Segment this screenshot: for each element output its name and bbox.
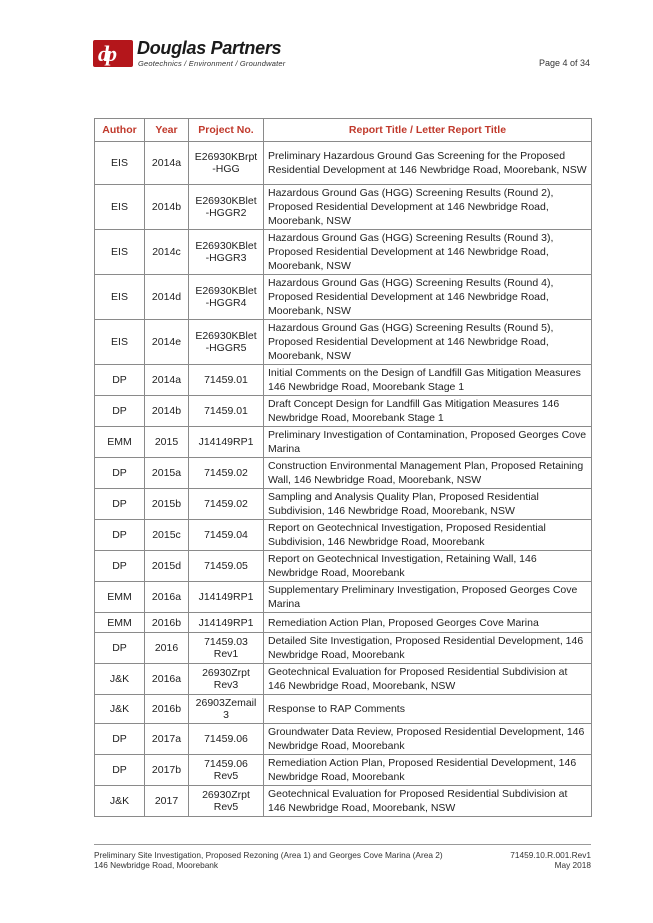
cell-author: EMM bbox=[95, 613, 145, 633]
cell-year: 2015d bbox=[145, 551, 189, 582]
column-header-title: Report Title / Letter Report Title bbox=[264, 119, 592, 142]
cell-project: J14149RP1 bbox=[189, 582, 264, 613]
cell-project: E26930KBlet -HGGR4 bbox=[189, 275, 264, 320]
table-row bbox=[95, 489, 592, 520]
cell-project: E26930KBlet -HGGR3 bbox=[189, 230, 264, 275]
page-header bbox=[93, 40, 593, 70]
table-row bbox=[95, 664, 592, 695]
footer-report-ref bbox=[510, 850, 591, 870]
cell-title: Hazardous Ground Gas (HGG) Screening Results (Round 2), Proposed Residential Development at 146 Newbridge Road, Moorebank, NSW bbox=[264, 185, 592, 230]
footer-left-line2: 146 Newbridge Road, Moorebank bbox=[94, 860, 219, 870]
table-row bbox=[95, 275, 592, 320]
table-row bbox=[95, 365, 592, 396]
table-row bbox=[95, 396, 592, 427]
cell-title: Preliminary Investigation of Contamination, Proposed Georges Cove Marina bbox=[264, 427, 592, 458]
column-header-author: Author bbox=[95, 119, 145, 142]
cell-author: EIS bbox=[95, 185, 145, 230]
table-row bbox=[95, 582, 592, 613]
table-row bbox=[95, 142, 592, 185]
douglas-partners-logo-icon: dp bbox=[93, 40, 133, 67]
cell-year: 2016b bbox=[145, 695, 189, 724]
cell-author: J&K bbox=[95, 664, 145, 695]
cell-year: 2014c bbox=[145, 230, 189, 275]
cell-year: 2017b bbox=[145, 755, 189, 786]
table-body bbox=[95, 142, 592, 817]
cell-project: E26930KBrpt -HGG bbox=[189, 142, 264, 185]
footer-right-line2: May 2018 bbox=[554, 860, 591, 870]
cell-project: 26930Zrpt Rev5 bbox=[189, 786, 264, 817]
table-header-row bbox=[95, 119, 592, 142]
cell-author: DP bbox=[95, 396, 145, 427]
cell-year: 2014d bbox=[145, 275, 189, 320]
cell-title: Detailed Site Investigation, Proposed Residential Development, 146 Newbridge Road, Moorebank bbox=[264, 633, 592, 664]
table-row bbox=[95, 786, 592, 817]
cell-author: DP bbox=[95, 458, 145, 489]
cell-year: 2015 bbox=[145, 427, 189, 458]
cell-author: DP bbox=[95, 520, 145, 551]
table-row bbox=[95, 724, 592, 755]
cell-author: EIS bbox=[95, 275, 145, 320]
cell-title: Geotechnical Evaluation for Proposed Residential Subdivision at 146 Newbridge Road, Moorebank, NSW bbox=[264, 786, 592, 817]
cell-project: J14149RP1 bbox=[189, 613, 264, 633]
cell-author: J&K bbox=[95, 695, 145, 724]
cell-year: 2015b bbox=[145, 489, 189, 520]
page-number: Page 4 of 34 bbox=[538, 58, 590, 68]
cell-project: 71459.06 Rev5 bbox=[189, 755, 264, 786]
cell-author: DP bbox=[95, 633, 145, 664]
table-row bbox=[95, 613, 592, 633]
cell-year: 2017 bbox=[145, 786, 189, 817]
cell-year: 2014b bbox=[145, 396, 189, 427]
brand-name: Douglas Partners bbox=[137, 38, 282, 58]
cell-author: EMM bbox=[95, 427, 145, 458]
table-row bbox=[95, 755, 592, 786]
cell-year: 2015c bbox=[145, 520, 189, 551]
cell-title: Preliminary Hazardous Ground Gas Screening for the Proposed Residential Development at 146 Newbridge Road, Moorebank, NSW bbox=[264, 142, 592, 185]
cell-year: 2016a bbox=[145, 664, 189, 695]
cell-project: E26930KBlet -HGGR2 bbox=[189, 185, 264, 230]
cell-title: Groundwater Data Review, Proposed Residential Development, 146 Newbridge Road, Moorebank bbox=[264, 724, 592, 755]
table-row bbox=[95, 633, 592, 664]
cell-project: 71459.02 bbox=[189, 489, 264, 520]
cell-author: EIS bbox=[95, 142, 145, 185]
cell-title: Hazardous Ground Gas (HGG) Screening Results (Round 4), Proposed Residential Development at 146 Newbridge Road, Moorebank, NSW bbox=[264, 275, 592, 320]
cell-author: EIS bbox=[95, 320, 145, 365]
cell-year: 2016b bbox=[145, 613, 189, 633]
table-row bbox=[95, 185, 592, 230]
cell-year: 2014a bbox=[145, 142, 189, 185]
cell-author: J&K bbox=[95, 786, 145, 817]
cell-project: 26903Zemail 3 bbox=[189, 695, 264, 724]
brand-tagline: Geotechnics / Environment / Groundwater bbox=[138, 59, 286, 68]
cell-project: J14149RP1 bbox=[189, 427, 264, 458]
table-row bbox=[95, 320, 592, 365]
cell-project: 71459.01 bbox=[189, 365, 264, 396]
cell-title: Construction Environmental Management Plan, Proposed Retaining Wall, 146 Newbridge Road, Moorebank, NSW bbox=[264, 458, 592, 489]
cell-author: DP bbox=[95, 724, 145, 755]
cell-title: Remediation Action Plan, Proposed Georges Cove Marina bbox=[264, 613, 592, 633]
cell-project: 71459.01 bbox=[189, 396, 264, 427]
cell-author: DP bbox=[95, 551, 145, 582]
cell-author: DP bbox=[95, 489, 145, 520]
cell-project: E26930KBlet -HGGR5 bbox=[189, 320, 264, 365]
cell-title: Remediation Action Plan, Proposed Residential Development, 146 Newbridge Road, Moorebank bbox=[264, 755, 592, 786]
cell-year: 2015a bbox=[145, 458, 189, 489]
cell-author: DP bbox=[95, 365, 145, 396]
cell-title: Geotechnical Evaluation for Proposed Residential Subdivision at 146 Newbridge Road, Moorebank, NSW bbox=[264, 664, 592, 695]
table-row bbox=[95, 427, 592, 458]
cell-year: 2016a bbox=[145, 582, 189, 613]
table-row bbox=[95, 551, 592, 582]
cell-title: Hazardous Ground Gas (HGG) Screening Results (Round 3), Proposed Residential Development at 146 Newbridge Road, Moorebank, NSW bbox=[264, 230, 592, 275]
cell-project: 71459.06 bbox=[189, 724, 264, 755]
cell-title: Hazardous Ground Gas (HGG) Screening Results (Round 5), Proposed Residential Development at 146 Newbridge Road, Moorebank, NSW bbox=[264, 320, 592, 365]
cell-title: Supplementary Preliminary Investigation, Proposed Georges Cove Marina bbox=[264, 582, 592, 613]
column-header-year: Year bbox=[145, 119, 189, 142]
cell-year: 2014a bbox=[145, 365, 189, 396]
cell-title: Initial Comments on the Design of Landfill Gas Mitigation Measures 146 Newbridge Road, Moorebank Stage 1 bbox=[264, 365, 592, 396]
cell-project: 71459.03 Rev1 bbox=[189, 633, 264, 664]
cell-year: 2014b bbox=[145, 185, 189, 230]
cell-year: 2017a bbox=[145, 724, 189, 755]
footer-right-line1: 71459.10.R.001.Rev1 bbox=[510, 850, 591, 860]
footer-report-title bbox=[94, 850, 443, 870]
table-row bbox=[95, 458, 592, 489]
cell-title: Draft Concept Design for Landfill Gas Mitigation Measures 146 Newbridge Road, Moorebank Stage 1 bbox=[264, 396, 592, 427]
table-row bbox=[95, 695, 592, 724]
table-row bbox=[95, 230, 592, 275]
table-row bbox=[95, 520, 592, 551]
cell-project: 71459.02 bbox=[189, 458, 264, 489]
cell-title: Report on Geotechnical Investigation, Retaining Wall, 146 Newbridge Road, Moorebank bbox=[264, 551, 592, 582]
cell-year: 2014e bbox=[145, 320, 189, 365]
cell-project: 71459.05 bbox=[189, 551, 264, 582]
cell-author: DP bbox=[95, 755, 145, 786]
footer-divider bbox=[94, 844, 591, 845]
cell-title: Report on Geotechnical Investigation, Proposed Residential Subdivision, 146 Newbridge Road, Moorebank bbox=[264, 520, 592, 551]
cell-author: EMM bbox=[95, 582, 145, 613]
cell-title: Response to RAP Comments bbox=[264, 695, 592, 724]
cell-project: 71459.04 bbox=[189, 520, 264, 551]
reports-table bbox=[94, 118, 592, 817]
cell-author: EIS bbox=[95, 230, 145, 275]
cell-project: 26930Zrpt Rev3 bbox=[189, 664, 264, 695]
cell-year: 2016 bbox=[145, 633, 189, 664]
column-header-project: Project No. bbox=[189, 119, 264, 142]
cell-title: Sampling and Analysis Quality Plan, Proposed Residential Subdivision, 146 Newbridge Road, Moorebank, NSW bbox=[264, 489, 592, 520]
footer-left-line1: Preliminary Site Investigation, Proposed Rezoning (Area 1) and Georges Cove Marina (Area 2) bbox=[94, 850, 443, 860]
